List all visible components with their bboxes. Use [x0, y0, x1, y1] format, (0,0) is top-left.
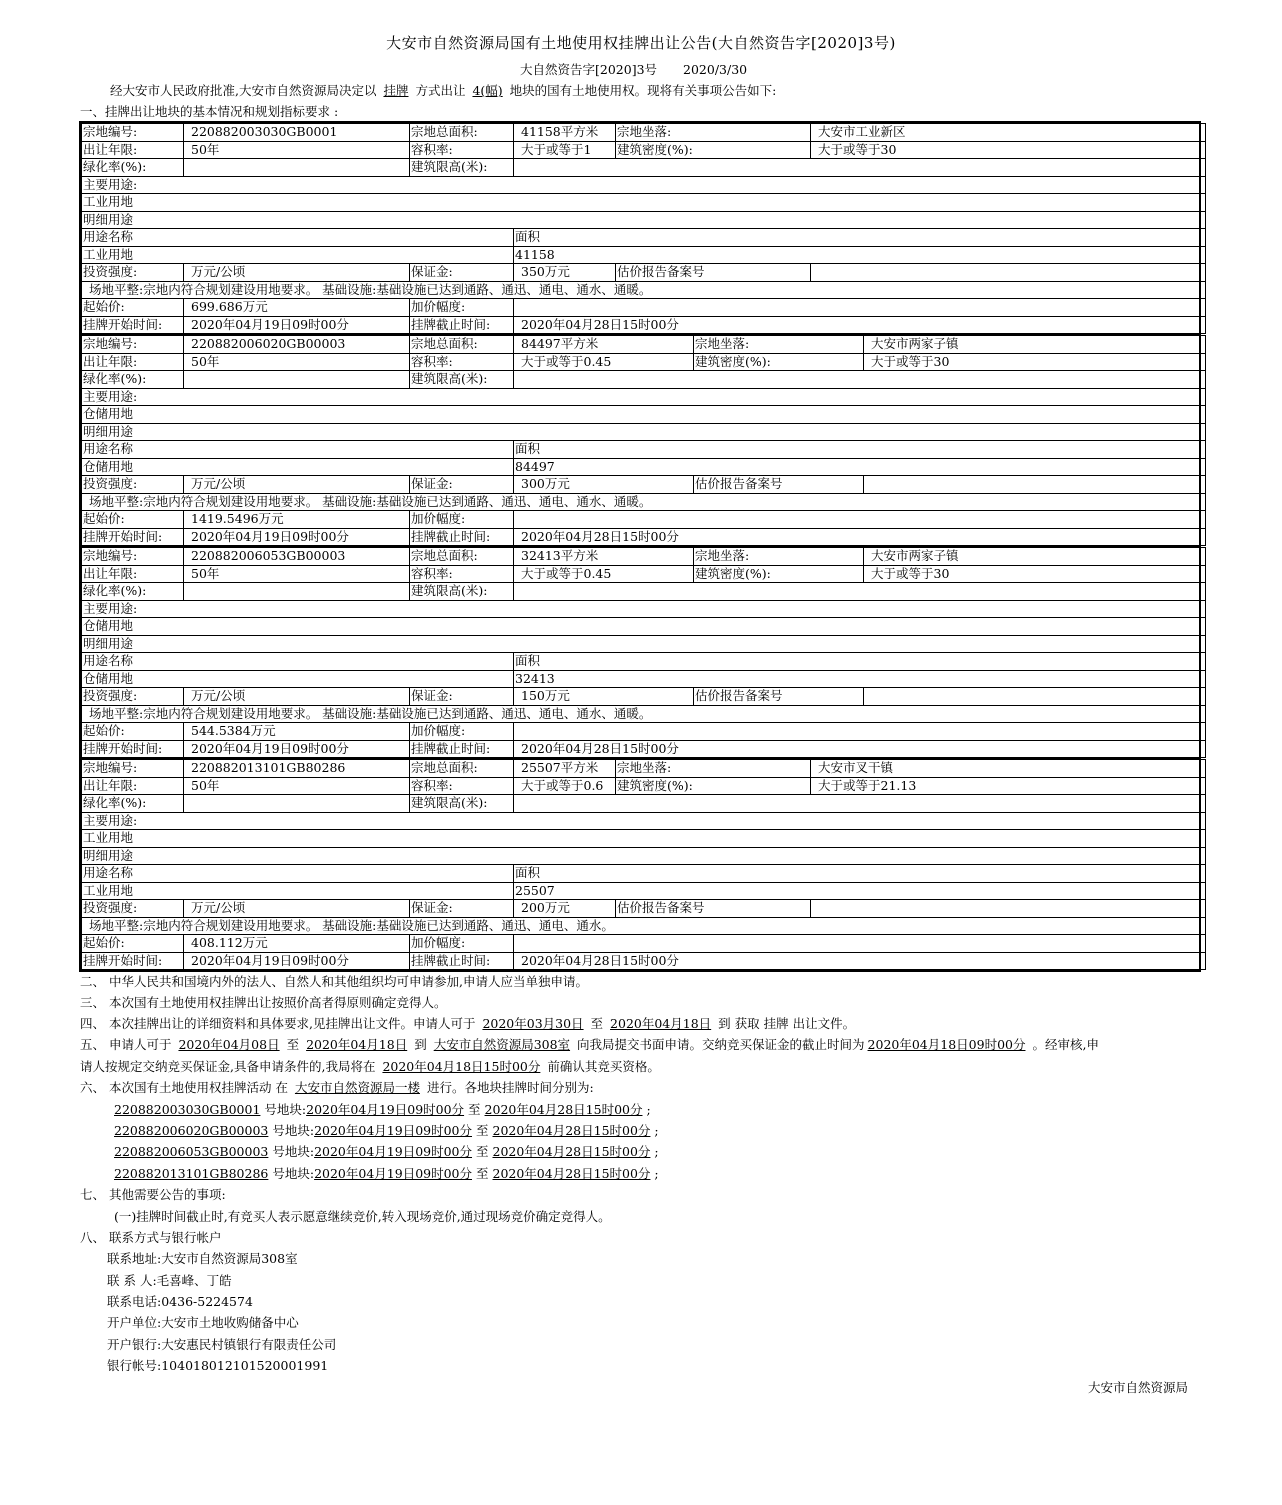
- location: 大安市工业新区: [811, 124, 1206, 142]
- label-use-name: 用途名称: [82, 229, 514, 247]
- list-end: 2020年04月28日15时00分: [514, 952, 1206, 970]
- schedule-to-word: 至: [476, 1166, 489, 1181]
- s4-to: 2020年04月18日: [610, 1016, 712, 1031]
- total-area: 32413平方米: [514, 548, 694, 566]
- section-3: 三、 本次国有土地使用权挂牌出让按照价高者得原则确定竞得人。: [80, 995, 447, 1010]
- label-green: 绿化率(%):: [82, 371, 184, 389]
- schedule-from: 2020年04月19日09时00分: [314, 1123, 473, 1138]
- schedule-row: 220882006020GB00003 号地块:2020年04月19日09时00分 至 2020年04月28日15时00分 ;: [114, 1123, 659, 1138]
- page-title: 大安市自然资源局国有土地使用权挂牌出让公告(大自然资告字[2020]3号): [386, 34, 896, 52]
- label-term: 出让年限:: [82, 353, 184, 371]
- label-use-name: 用途名称: [82, 441, 514, 459]
- schedule-to: 2020年04月28日15时00分: [492, 1123, 651, 1138]
- height-value: [514, 159, 1206, 177]
- section-5-line2: [80, 1057, 660, 1075]
- label-location: 宗地坐落:: [694, 336, 864, 354]
- total-area: 25507平方米: [514, 760, 616, 778]
- list-end: 2020年04月28日15时00分: [514, 528, 1206, 546]
- term: 50年: [184, 141, 410, 159]
- label-start-price: 起始价:: [82, 723, 184, 741]
- label-start-price: 起始价:: [82, 299, 184, 317]
- schedule-label: 号地块:: [264, 1102, 307, 1117]
- far: 大于或等于0.45: [514, 353, 694, 371]
- label-height: 建筑限高(米):: [410, 159, 514, 177]
- density: 大于或等于30: [811, 141, 1206, 159]
- schedule-to-word: 至: [468, 1102, 481, 1117]
- label-density: 建筑密度(%):: [694, 565, 864, 583]
- label-density: 建筑密度(%):: [616, 141, 811, 159]
- site-conditions: 场地平整:宗地内符合规划建设用地要求。 基础设施:基础设施已达到通路、通迅、通电、通水、通暖。: [82, 281, 1206, 299]
- label-increment: 加价幅度:: [410, 299, 514, 317]
- label-list-end: 挂牌截止时间:: [410, 316, 514, 334]
- far: 大于或等于0.6: [514, 777, 616, 795]
- site-conditions: 场地平整:宗地内符合规划建设用地要求。 基础设施:基础设施已达到通路、通迅、通电、通水、通暖。: [82, 493, 1206, 511]
- document-meta: [520, 60, 769, 78]
- label-area: 面积: [514, 865, 1206, 883]
- label-detail-use: 明细用途: [82, 635, 1206, 653]
- appraisal-value: [864, 476, 1206, 494]
- label-deposit: 保证金:: [410, 264, 514, 282]
- use-area: 84497: [514, 458, 1206, 476]
- s5-line2-suffix: 前确认其竞买资格。: [547, 1059, 660, 1074]
- schedule-label: 号地块:: [272, 1123, 315, 1138]
- label-density: 建筑密度(%):: [694, 353, 864, 371]
- section-5: [80, 1035, 1099, 1053]
- parcel-table: [79, 121, 1201, 336]
- schedule-parcel-no: 220882013101GB80286: [114, 1166, 269, 1181]
- use-area: 32413: [514, 670, 1206, 688]
- schedule-parcel-no: 220882006020GB00003: [114, 1123, 269, 1138]
- increment-value: [514, 511, 1206, 529]
- s4-to-word: 至: [590, 1016, 604, 1031]
- label-detail-use: 明细用途: [82, 211, 1206, 229]
- location: 大安市两家子镇: [864, 548, 1206, 566]
- label-increment: 加价幅度:: [410, 723, 514, 741]
- contact-phone: 联系电话:0436-5224574: [107, 1294, 253, 1309]
- invest-unit: 万元/公顷: [184, 476, 410, 494]
- label-location: 宗地坐落:: [616, 124, 811, 142]
- green-value: [184, 159, 410, 177]
- label-deposit: 保证金:: [410, 900, 514, 918]
- label-invest: 投资强度:: [82, 688, 184, 706]
- s6-prefix: 六、 本次国有土地使用权挂牌活动 在: [80, 1080, 288, 1095]
- schedule-parcel-no: 220882006053GB00003: [114, 1144, 269, 1159]
- label-far: 容积率:: [410, 141, 514, 159]
- label-deposit: 保证金:: [410, 688, 514, 706]
- schedule-from: 2020年04月19日09时00分: [314, 1166, 473, 1181]
- invest-unit: 万元/公顷: [184, 900, 410, 918]
- density: 大于或等于30: [864, 353, 1206, 371]
- increment-value: [514, 299, 1206, 317]
- s5-line2-prefix: 请人按规定交纳竞买保证金,具备申请条件的,我局将在: [80, 1059, 376, 1074]
- list-end: 2020年04月28日15时00分: [514, 316, 1206, 334]
- schedule-to: 2020年04月28日15时00分: [492, 1166, 651, 1181]
- label-appraisal: 估价报告备案号: [616, 900, 811, 918]
- increment-value: [514, 935, 1206, 953]
- label-total-area: 宗地总面积:: [410, 336, 514, 354]
- s6-place: 大安市自然资源局一楼: [294, 1080, 420, 1095]
- label-main-use: 主要用途:: [82, 388, 1206, 406]
- total-area: 84497平方米: [514, 336, 694, 354]
- label-list-start: 挂牌开始时间:: [82, 316, 184, 334]
- start-price: 1419.5496万元: [184, 511, 410, 529]
- schedule-parcel-no: 220882003030GB0001: [114, 1102, 261, 1117]
- parcel-table: [79, 333, 1201, 548]
- invest-unit: 万元/公顷: [184, 688, 410, 706]
- label-detail-use: 明细用途: [82, 847, 1206, 865]
- intro-prefix: 经大安市人民政府批准,大安市自然资源局决定以: [110, 83, 377, 98]
- schedule-to-word: 至: [476, 1144, 489, 1159]
- label-start-price: 起始价:: [82, 935, 184, 953]
- start-price: 544.5384万元: [184, 723, 410, 741]
- use-area: 25507: [514, 882, 1206, 900]
- label-invest: 投资强度:: [82, 900, 184, 918]
- label-term: 出让年限:: [82, 565, 184, 583]
- term: 50年: [184, 353, 410, 371]
- s5-mid: 向我局提交书面申请。交纳竞买保证金的截止时间为: [577, 1037, 865, 1052]
- label-invest: 投资强度:: [82, 264, 184, 282]
- list-start: 2020年04月19日09时00分: [184, 740, 410, 758]
- increment-value: [514, 723, 1206, 741]
- label-term: 出让年限:: [82, 777, 184, 795]
- intro-middle: 方式出让: [415, 83, 466, 98]
- label-use-name: 用途名称: [82, 653, 514, 671]
- location: 大安市两家子镇: [864, 336, 1206, 354]
- use-name: 仓储用地: [82, 458, 514, 476]
- green-value: [184, 795, 410, 813]
- account-bank: 开户银行:大安惠民村镇银行有限责任公司: [107, 1337, 337, 1352]
- label-increment: 加价幅度:: [410, 935, 514, 953]
- label-height: 建筑限高(米):: [410, 795, 514, 813]
- main-use: 工业用地: [82, 830, 1206, 848]
- s4-from: 2020年03月30日: [482, 1016, 584, 1031]
- contact-person: 联 系 人:毛喜峰、丁皓: [107, 1273, 232, 1288]
- intro-count: 4(幅): [472, 83, 503, 98]
- green-value: [184, 371, 410, 389]
- list-end: 2020年04月28日15时00分: [514, 740, 1206, 758]
- far: 大于或等于1: [514, 141, 616, 159]
- use-area: 41158: [514, 246, 1206, 264]
- label-density: 建筑密度(%):: [616, 777, 811, 795]
- schedule-label: 号地块:: [272, 1166, 315, 1181]
- appraisal-value: [811, 900, 1206, 918]
- s5-dao: 到: [414, 1037, 427, 1052]
- label-increment: 加价幅度:: [410, 511, 514, 529]
- label-start-price: 起始价:: [82, 511, 184, 529]
- intro-paragraph: [110, 81, 776, 99]
- label-green: 绿化率(%):: [82, 583, 184, 601]
- height-value: [514, 371, 1206, 389]
- label-term: 出让年限:: [82, 141, 184, 159]
- label-list-end: 挂牌截止时间:: [410, 740, 514, 758]
- height-value: [514, 795, 1206, 813]
- density: 大于或等于21.13: [811, 777, 1206, 795]
- label-total-area: 宗地总面积:: [410, 124, 514, 142]
- label-green: 绿化率(%):: [82, 159, 184, 177]
- s5-confirm: 2020年04月18日15时00分: [382, 1059, 541, 1074]
- label-list-start: 挂牌开始时间:: [82, 740, 184, 758]
- term: 50年: [184, 565, 410, 583]
- label-total-area: 宗地总面积:: [410, 548, 514, 566]
- label-main-use: 主要用途:: [82, 812, 1206, 830]
- site-conditions: 场地平整:宗地内符合规划建设用地要求。 基础设施:基础设施已达到通路、通迅、通电、通水、通暖。: [82, 705, 1206, 723]
- label-list-end: 挂牌截止时间:: [410, 952, 514, 970]
- site-conditions: 场地平整:宗地内符合规划建设用地要求。 基础设施:基础设施已达到通路、通迅、通电、通水。: [82, 917, 1206, 935]
- s5-from: 2020年04月08日: [178, 1037, 280, 1052]
- label-parcel-no: 宗地编号:: [82, 124, 184, 142]
- density: 大于或等于30: [864, 565, 1206, 583]
- schedule-row: 220882006053GB00003 号地块:2020年04月19日09时00分 至 2020年04月28日15时00分 ;: [114, 1144, 659, 1159]
- section-2: 二、 中华人民共和国境内外的法人、自然人和其他组织均可申请参加,申请人应当单独申请。: [80, 974, 588, 989]
- account-unit: 开户单位:大安市土地收购储备中心: [107, 1315, 299, 1330]
- list-start: 2020年04月19日09时00分: [184, 528, 410, 546]
- schedule-from: 2020年04月19日09时00分: [314, 1144, 473, 1159]
- green-value: [184, 583, 410, 601]
- section-7-item-1: (一)挂牌时间截止时,有竞买人表示愿意继续竞价,转入现场竞价,通过现场竞价确定竞得人。: [114, 1209, 611, 1224]
- intro-suffix: 地块的国有土地使用权。现将有关事项公告如下:: [509, 83, 777, 98]
- label-use-name: 用途名称: [82, 865, 514, 883]
- label-height: 建筑限高(米):: [410, 583, 514, 601]
- label-far: 容积率:: [410, 353, 514, 371]
- deposit: 200万元: [514, 900, 616, 918]
- main-use: 仓储用地: [82, 406, 1206, 424]
- s5-end: 。经审核,申: [1032, 1037, 1099, 1052]
- label-area: 面积: [514, 653, 1206, 671]
- section-1-title: 一、挂牌出让地块的基本情况和规划指标要求 :: [80, 104, 339, 119]
- start-price: 408.112万元: [184, 935, 410, 953]
- label-list-start: 挂牌开始时间:: [82, 952, 184, 970]
- section-8: 八、 联系方式与银行帐户: [80, 1230, 222, 1245]
- start-price: 699.686万元: [184, 299, 410, 317]
- contact-address: 联系地址:大安市自然资源局308室: [107, 1251, 298, 1266]
- main-use: 工业用地: [82, 194, 1206, 212]
- s5-to-word: 至: [286, 1037, 300, 1052]
- section-4: [80, 1014, 855, 1032]
- label-height: 建筑限高(米):: [410, 371, 514, 389]
- use-name: 仓储用地: [82, 670, 514, 688]
- label-list-start: 挂牌开始时间:: [82, 528, 184, 546]
- total-area: 41158平方米: [514, 124, 616, 142]
- schedule-row: 220882003030GB0001 号地块:2020年04月19日09时00分 至 2020年04月28日15时00分 ;: [114, 1102, 651, 1117]
- label-area: 面积: [514, 229, 1206, 247]
- label-far: 容积率:: [410, 777, 514, 795]
- appraisal-value: [811, 264, 1206, 282]
- s5-to: 2020年04月18日: [306, 1037, 408, 1052]
- s6-suffix: 进行。各地块挂牌时间分别为:: [426, 1080, 594, 1095]
- label-list-end: 挂牌截止时间:: [410, 528, 514, 546]
- label-main-use: 主要用途:: [82, 600, 1206, 618]
- s5-prefix: 五、 申请人可于: [80, 1037, 172, 1052]
- height-value: [514, 583, 1206, 601]
- label-location: 宗地坐落:: [616, 760, 811, 778]
- use-name: 工业用地: [82, 882, 514, 900]
- schedule-to: 2020年04月28日15时00分: [484, 1102, 643, 1117]
- label-main-use: 主要用途:: [82, 176, 1206, 194]
- parcel-no: 220882013101GB80286: [184, 760, 410, 778]
- parcel-no: 220882006020GB00003: [184, 336, 410, 354]
- label-location: 宗地坐落:: [694, 548, 864, 566]
- signature: 大安市自然资源局: [1088, 1380, 1189, 1395]
- parcel-table: [79, 545, 1201, 760]
- doc-number: 大自然资告字[2020]3号: [520, 62, 658, 77]
- label-appraisal: 估价报告备案号: [694, 688, 864, 706]
- intro-method: 挂牌: [383, 83, 409, 98]
- label-deposit: 保证金:: [410, 476, 514, 494]
- schedule-row: 220882013101GB80286 号地块:2020年04月19日09时00分 至 2020年04月28日15时00分 ;: [114, 1166, 659, 1181]
- invest-unit: 万元/公顷: [184, 264, 410, 282]
- deposit: 350万元: [514, 264, 616, 282]
- section-6: [80, 1078, 594, 1096]
- parcel-no: 220882003030GB0001: [184, 124, 410, 142]
- s5-place: 大安市自然资源局308室: [433, 1037, 571, 1052]
- list-start: 2020年04月19日09时00分: [184, 952, 410, 970]
- label-total-area: 宗地总面积:: [410, 760, 514, 778]
- schedule-to: 2020年04月28日15时00分: [492, 1144, 651, 1159]
- main-use: 仓储用地: [82, 618, 1206, 636]
- label-parcel-no: 宗地编号:: [82, 548, 184, 566]
- deposit: 150万元: [514, 688, 694, 706]
- section-7: 七、 其他需要公告的事项:: [80, 1187, 226, 1202]
- label-detail-use: 明细用途: [82, 423, 1206, 441]
- parcel-table: [79, 757, 1201, 972]
- schedule-label: 号地块:: [272, 1144, 315, 1159]
- deposit: 300万元: [514, 476, 694, 494]
- doc-date: 2020/3/30: [683, 62, 748, 77]
- s4-suffix: 到 获取 挂牌 出让文件。: [718, 1016, 856, 1031]
- label-invest: 投资强度:: [82, 476, 184, 494]
- account-number: 银行帐号:104018012101520001991: [107, 1358, 329, 1373]
- s5-deadline: 2020年04月18日09时00分: [867, 1037, 1026, 1052]
- label-parcel-no: 宗地编号:: [82, 336, 184, 354]
- label-green: 绿化率(%):: [82, 795, 184, 813]
- parcel-no: 220882006053GB00003: [184, 548, 410, 566]
- list-start: 2020年04月19日09时00分: [184, 316, 410, 334]
- use-name: 工业用地: [82, 246, 514, 264]
- term: 50年: [184, 777, 410, 795]
- far: 大于或等于0.45: [514, 565, 694, 583]
- s4-prefix: 四、 本次挂牌出让的详细资料和具体要求,见挂牌出让文件。申请人可于: [80, 1016, 476, 1031]
- appraisal-value: [864, 688, 1206, 706]
- label-appraisal: 估价报告备案号: [694, 476, 864, 494]
- schedule-from: 2020年04月19日09时00分: [306, 1102, 465, 1117]
- schedule-to-word: 至: [476, 1123, 489, 1138]
- location: 大安市叉干镇: [811, 760, 1206, 778]
- label-far: 容积率:: [410, 565, 514, 583]
- label-appraisal: 估价报告备案号: [616, 264, 811, 282]
- label-area: 面积: [514, 441, 1206, 459]
- label-parcel-no: 宗地编号:: [82, 760, 184, 778]
